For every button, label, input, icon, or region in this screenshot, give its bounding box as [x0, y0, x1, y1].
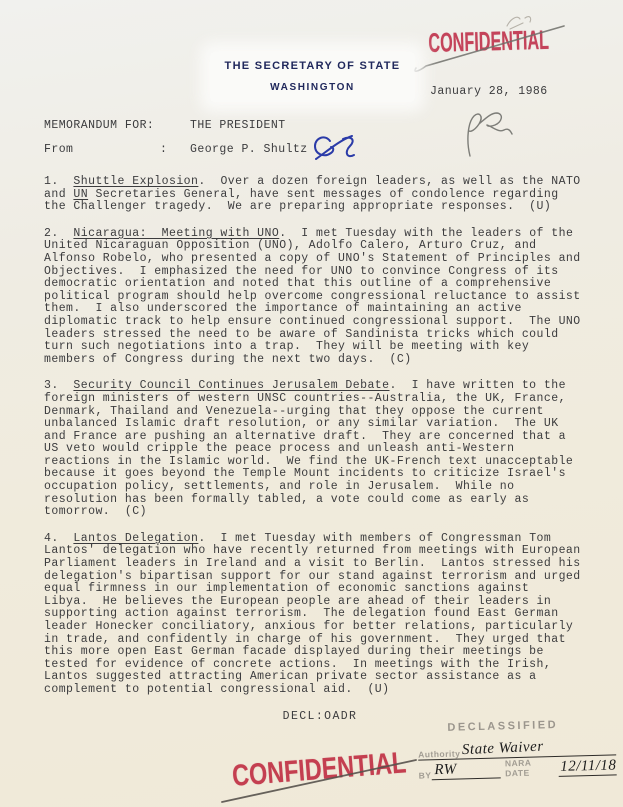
memo-for-label: MEMORANDUM FOR: — [44, 119, 155, 132]
memo-section — [44, 176, 596, 214]
letterhead-line2: WASHINGTON — [270, 82, 355, 93]
from-value: George P. Shultz — [190, 143, 308, 156]
declassified-stamp — [417, 717, 616, 780]
memo-section — [44, 228, 596, 367]
document-date: January 28, 1986 — [430, 85, 548, 98]
from-separator: : — [160, 143, 168, 156]
letterhead-line1: THE SECRETARY OF STATE — [224, 60, 401, 72]
section-number: 3. — [44, 379, 74, 393]
classification-stamp-top: CONFIDENTIAL — [428, 24, 550, 58]
section-body: . I have written to the foreign ministers of western UNSC countries--Australia, the UK, France, Denmark, Thailand and Venezuela--urging that they oppose the current unbalanced Islamic draft resolution, or any similar variation. The UK and France are pushing an alternative draft. They are concerned that a US veto would cripple the peace process and unleash anti-Western reactions in the Islamic world. We find the UK-French text unacceptable because it goes beyond the Temple Mount incidents to criticize Israel's occupation policy, settlements, and role in Jerusalem. While no resolution has been formally tabled, a vote could come as early as tomorrow. (C) — [44, 379, 574, 519]
secretary-initials-annotation — [310, 132, 360, 164]
section-number: 4. — [44, 531, 74, 545]
memo-section — [44, 380, 596, 519]
section-body: . I met Tuesday with members of Congressman Tom Lantos' delegation who have recently returned from meetings with European Parliament leaders in Ireland and a visit to Berlin. Lantos stressed his delegation's bipartisan support for our stand against terrorism and urged equal firmness in our implementation of economic sanctions against Libya. He believes the European people are ahead of their leaders in supporting action against terrorism. The delegation found East German leader Honecker conciliatory, anxious for better relations, particularly in trade, and confidently in charge of his government. They urged that this more open East German facade displayed during their meetings be tested for evidence of concrete actions. In meetings with the Irish, Lantos suggested attracting American private sector assistance as a complement to potential congressional aid. (U) — [44, 531, 581, 696]
nara-date-handwritten-value: 12/11/18 — [560, 757, 617, 775]
declassified-title: DECLASSIFIED — [447, 718, 559, 734]
section-title: Nicaragua: Meeting with UNO — [73, 226, 280, 240]
classification-stamp-bottom: CONFIDENTIAL — [231, 746, 408, 793]
from-label: From — [44, 143, 74, 156]
by-nara-row — [418, 757, 616, 780]
by-handwritten-value: RW — [434, 761, 457, 779]
authority-row — [418, 734, 616, 760]
section-number: 1. — [44, 175, 74, 188]
section-body: . I met Tuesday with the leaders of the United Nicaraguan Opposition (UNO), Adolfo Calero, Arturo Cruz, and Alfonso Robelo, who presented a copy of UNO's Statement of Principles and Objectives. I emphasized the need for UNO to convince Congress of its democratic orientation and noted that this outline of a comprehensive political program should help overcome congressional reluctance to assist them. I also underscored the importance of maintaining an active diplomatic track to help ensure continued congressional support. The UNO leaders stressed the need to be aware of Sandinista tricks which could turn such negotiations into a trap. They will be meeting with key members of Congress during the next two days. (C) — [44, 226, 581, 366]
memo-for-value: THE PRESIDENT — [190, 119, 286, 132]
section-title: Shuttle Explosion — [73, 175, 199, 188]
section-number: 2. — [44, 226, 74, 240]
memo-body — [44, 176, 596, 723]
by-label: BY — [418, 770, 432, 781]
nara-date-label: NARA DATE — [504, 757, 532, 779]
section-body: . Over a dozen foreign leaders, as well as the NATO and UN Secretaries General, have sent messages of condolence regarding the Challenger tragedy. We are preparing appropriate responses. (U) — [44, 175, 581, 214]
section-title: Security Council Continues Jerusalem Debate — [73, 379, 390, 393]
decl-oadr-line: DECL:OADR — [282, 709, 358, 723]
authority-label: Authority — [417, 748, 461, 760]
authority-handwritten-value: State Waiver — [461, 738, 545, 759]
memo-section — [44, 533, 596, 697]
section-title: Lantos Delegation — [73, 531, 199, 545]
strikethrough-line-top — [412, 16, 577, 76]
strikethrough-line-bottom — [218, 752, 423, 807]
